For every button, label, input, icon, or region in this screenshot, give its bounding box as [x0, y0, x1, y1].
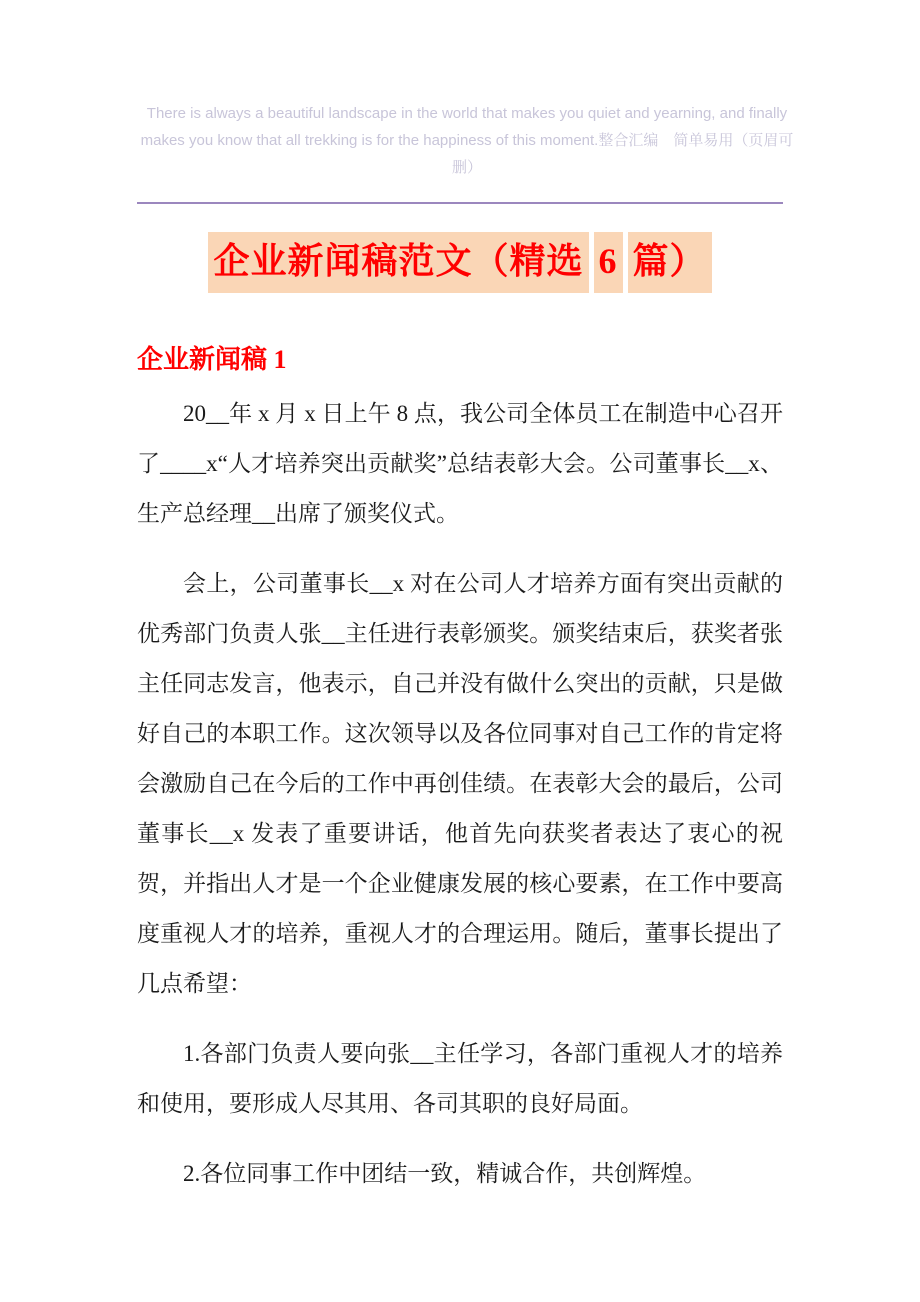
title-highlight-segment-2: 6: [594, 232, 623, 293]
section-heading: 企业新闻稿 1: [137, 345, 287, 374]
list-item-2: 2.各位同事工作中团结一致，精诚合作，共创辉煌。: [183, 1161, 707, 1186]
title-highlight-segment-3: 篇）: [628, 232, 712, 293]
body-paragraph-1: 20__年 x 月 x 日上午 8 点，我公司全体员工在制造中心召开了____x“人才培养突出贡献奖”总结表彰大会。公司董事长__x、生产总经理__出席了颁奖仪式。: [137, 401, 783, 526]
document-body: [137, 389, 783, 1199]
page-header-text: There is always a beautiful landscape in the world that makes you quiet and yearning, and finally makes you know that all trekking is for the happiness of this moment.整合汇编 简单易用（页眉可删）: [140, 105, 794, 176]
body-paragraph-2: 会上，公司董事长__x 对在公司人才培养方面有突出贡献的优秀部门负责人张__主任进行表彰颁奖。颁奖结束后，获奖者张主任同志发言，他表示，自己并没有做什么突出的贡献，只是做好自己的本职工作。这次领导以及各位同事对自己工作的肯定将会激励自己在今后的工作中再创佳绩。在表彰大会的最后，公司董事长__x 发表了重要讲话，他首先向获奖者表达了衷心的祝贺，并指出人才是一个企业健康发展的核心要素，在工作中要高度重视人才的培养，重视人才的合理运用。随后，董事长提出了几点希望：: [137, 571, 783, 996]
header-divider-line: [137, 202, 783, 204]
title-highlight-segment-1: 企业新闻稿范文（精选: [208, 232, 588, 293]
document-title: [137, 232, 783, 293]
list-item-1: 1.各部门负责人要向张__主任学习，各部门重视人才的培养和使用，要形成人尽其用、各司其职的良好局面。: [137, 1041, 783, 1116]
